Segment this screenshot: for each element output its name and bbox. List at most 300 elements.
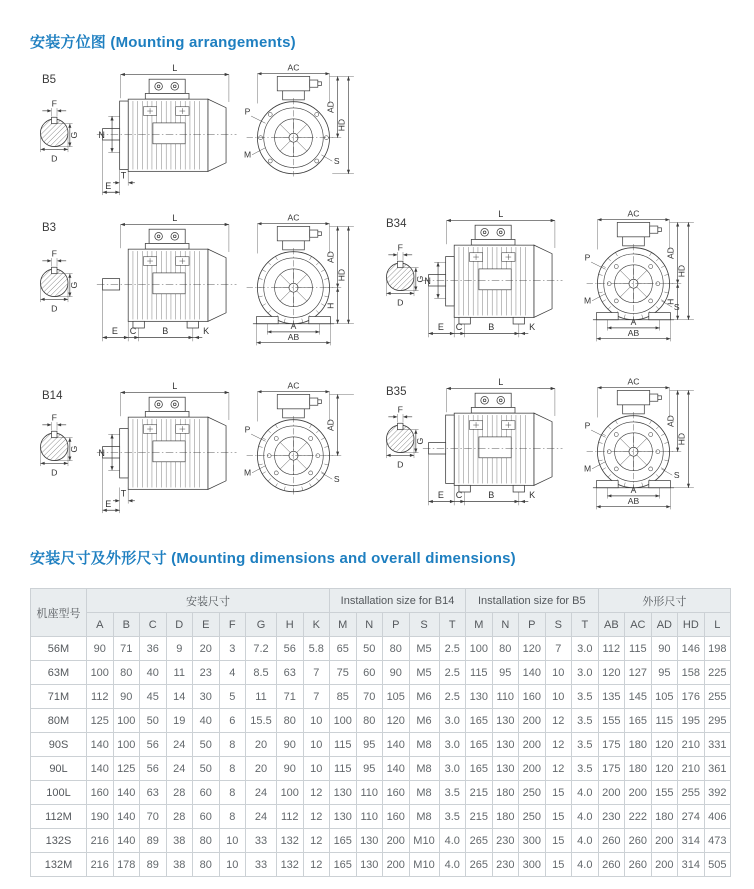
dim-label-m: M	[243, 149, 252, 160]
dimension-cell: 155	[651, 781, 678, 805]
dimension-cell: 4.0	[572, 781, 599, 805]
table-row	[31, 685, 731, 709]
dimension-cell: 3.5	[439, 781, 466, 805]
dimension-cell: 8	[219, 805, 246, 829]
dimension-cell: 112	[598, 637, 625, 661]
dim-label-p: P	[584, 420, 591, 431]
dimension-cell: 20	[193, 637, 220, 661]
dimension-cell: 80	[356, 709, 383, 733]
dimension-cell: 10	[219, 853, 246, 877]
dimension-cell: 63	[277, 661, 304, 685]
dimension-cell: 115	[466, 661, 493, 685]
dimension-cell: 112	[87, 685, 114, 709]
dimension-cell: 10	[303, 757, 330, 781]
b3-shaft-section	[30, 248, 84, 319]
dimension-cell: 60	[356, 661, 383, 685]
dimension-cell: 60	[193, 781, 220, 805]
table-row	[31, 829, 731, 853]
dim-label-m: M	[243, 467, 252, 478]
dimension-cell: 11	[246, 685, 277, 709]
dimension-cell: 70	[140, 805, 167, 829]
dim-label-e: E	[105, 180, 112, 191]
b3-side-view	[94, 212, 246, 354]
dim-label-s: S	[673, 301, 680, 312]
dimension-cell: 19	[166, 709, 193, 733]
frame-col-header: 机座型号	[31, 589, 87, 637]
dimension-cell: 120	[383, 709, 410, 733]
dimension-cell: 130	[330, 805, 357, 829]
row-frame-size: 132S	[31, 829, 87, 853]
side-view-drawing	[94, 212, 246, 349]
dimension-cell: 6	[219, 709, 246, 733]
b14-shaft-section	[30, 412, 84, 483]
dimension-cell: 165	[466, 709, 493, 733]
dimension-cell: 140	[87, 733, 114, 757]
dimension-cell: 9	[166, 637, 193, 661]
dimension-cell: 200	[651, 853, 678, 877]
dimension-cell: 155	[598, 709, 625, 733]
dimension-cell: 71	[113, 637, 140, 661]
dim-label-l: L	[172, 63, 178, 74]
table-row	[31, 805, 731, 829]
dim-label-e: E	[437, 322, 444, 333]
dimension-cell: 100	[466, 637, 493, 661]
dimension-cell: 361	[704, 757, 731, 781]
dim-label-hd: HD	[676, 432, 687, 446]
dim-label-p: P	[584, 252, 591, 263]
dimension-cell: 95	[492, 661, 519, 685]
dimension-cell: 63	[140, 781, 167, 805]
dim-label-l: L	[172, 213, 178, 224]
dimension-cell: 15.5	[246, 709, 277, 733]
dim-label-s: S	[333, 155, 340, 166]
dimension-cell: 56	[277, 637, 304, 661]
dimension-cell: 38	[166, 853, 193, 877]
dimension-cell: 80	[113, 661, 140, 685]
shaft-section-drawing	[30, 248, 84, 314]
dimension-cell: 115	[330, 757, 357, 781]
dimension-cell: 38	[166, 829, 193, 853]
dimension-cell: 90	[383, 661, 410, 685]
dimension-cell: 50	[193, 733, 220, 757]
dimension-cell: 406	[704, 805, 731, 829]
dimension-cell: 140	[519, 661, 546, 685]
dimension-cell: 255	[704, 685, 731, 709]
dimension-cell: 3.5	[572, 733, 599, 757]
diagram-b5	[30, 62, 370, 212]
dimension-cell: 7	[545, 637, 572, 661]
dim-label-c: C	[455, 322, 463, 333]
dimension-cell: 200	[625, 781, 652, 805]
dimension-cell: M6	[409, 685, 439, 709]
dimension-cell: M8	[409, 781, 439, 805]
dimension-cell: 200	[651, 829, 678, 853]
dim-label-ac: AC	[627, 208, 640, 219]
dimension-cell: 80	[383, 637, 410, 661]
dim-label-c: C	[129, 326, 137, 337]
dim-label-f: F	[51, 98, 57, 109]
dimension-cell: 265	[466, 829, 493, 853]
dimension-cell: 190	[87, 805, 114, 829]
dimension-cell: 23	[193, 661, 220, 685]
diagram-b34	[374, 206, 754, 352]
dimension-cell: 222	[625, 805, 652, 829]
dimension-cell: 70	[356, 685, 383, 709]
dimension-cell: 160	[383, 805, 410, 829]
dimension-cell: 3.5	[572, 709, 599, 733]
dimension-cell: 50	[140, 709, 167, 733]
dim-label-ab: AB	[287, 331, 300, 342]
dimension-cell: 200	[383, 853, 410, 877]
dimension-cell: 120	[519, 637, 546, 661]
dim-label-hd: HD	[336, 118, 347, 132]
dimension-cell: 90	[277, 733, 304, 757]
b35-side-view	[420, 376, 572, 518]
dimension-cell: 24	[166, 757, 193, 781]
dim-label-p: P	[244, 106, 251, 117]
dimension-cell: M10	[409, 829, 439, 853]
dimension-cell: 5	[219, 685, 246, 709]
b5-side-view	[94, 62, 246, 204]
diagram-b35-label: B35	[386, 386, 407, 398]
dimension-cell: 314	[678, 853, 705, 877]
dimension-cell: 120	[598, 661, 625, 685]
dim-label-b: B	[162, 326, 169, 337]
dimension-cell: 274	[678, 805, 705, 829]
dimensions-table	[30, 588, 731, 877]
dimension-cell: 314	[678, 829, 705, 853]
dimension-cell: 140	[113, 829, 140, 853]
dimension-cell: 125	[87, 709, 114, 733]
dim-label-h: H	[665, 298, 676, 305]
dimension-cell: 200	[519, 757, 546, 781]
diagram-b14	[30, 378, 370, 528]
col-header: T	[572, 613, 599, 637]
col-header: L	[704, 613, 731, 637]
dimension-cell: 180	[492, 805, 519, 829]
dimension-cell: 95	[356, 757, 383, 781]
dim-label-l: L	[172, 381, 178, 392]
col-header: M	[330, 613, 357, 637]
dimension-cell: 80	[277, 709, 304, 733]
dim-label-k: K	[203, 326, 210, 337]
col-header: G	[246, 613, 277, 637]
dimension-cell: 10	[303, 709, 330, 733]
col-header: AB	[598, 613, 625, 637]
dimension-cell: 3.0	[439, 757, 466, 781]
dimension-cell: 130	[492, 709, 519, 733]
dimension-cell: 230	[492, 829, 519, 853]
dimension-cell: 130	[492, 757, 519, 781]
dimension-cell: 7.2	[246, 637, 277, 661]
dimension-cell: 215	[466, 805, 493, 829]
dimension-cell: 260	[625, 853, 652, 877]
dimension-cell: 200	[383, 829, 410, 853]
dim-label-k: K	[529, 322, 536, 333]
dim-label-g: G	[69, 131, 80, 139]
b34-side-view	[420, 208, 572, 350]
dim-label-d: D	[51, 467, 58, 478]
b5-shaft-section	[30, 98, 84, 169]
dimension-cell: 473	[704, 829, 731, 853]
b14-side-view	[94, 380, 246, 522]
dimension-cell: 180	[651, 805, 678, 829]
dimension-cell: 12	[303, 781, 330, 805]
dimension-cell: 230	[598, 805, 625, 829]
dimension-cell: 115	[651, 709, 678, 733]
dimension-cell: 60	[193, 805, 220, 829]
dimension-cell: 12	[545, 709, 572, 733]
dim-label-e: E	[437, 490, 444, 501]
dimension-cell: 71	[277, 685, 304, 709]
dimension-cell: 300	[519, 829, 546, 853]
dimension-cell: 180	[625, 733, 652, 757]
dimension-cell: 158	[678, 661, 705, 685]
dimension-cell: 145	[625, 685, 652, 709]
dimension-cell: M8	[409, 757, 439, 781]
dimension-cell: 160	[87, 781, 114, 805]
dimension-cell: 28	[166, 781, 193, 805]
diagram-b35	[374, 374, 754, 524]
dimension-cell: 140	[113, 805, 140, 829]
dim-label-ab: AB	[627, 327, 640, 338]
b5-front-view	[242, 62, 363, 204]
dimension-cell: 15	[545, 805, 572, 829]
shaft-section-drawing	[30, 412, 84, 478]
group-header: Installation size for B14	[330, 589, 466, 613]
dimension-cell: 130	[466, 685, 493, 709]
table-row	[31, 757, 731, 781]
dimension-cell: 14	[166, 685, 193, 709]
dim-label-f: F	[51, 248, 57, 259]
dim-label-t: T	[120, 488, 127, 499]
diagram-b14-label: B14	[42, 390, 63, 402]
dimension-cell: 10	[303, 733, 330, 757]
dimensions-table-body	[31, 637, 731, 877]
dimension-cell: 45	[140, 685, 167, 709]
dimension-cell: 3.0	[439, 733, 466, 757]
dimension-cell: 90	[651, 637, 678, 661]
dimension-cell: 100	[87, 661, 114, 685]
dimension-cell: 180	[625, 757, 652, 781]
dim-label-e: E	[105, 498, 112, 509]
dimension-cell: 112	[277, 805, 304, 829]
dimension-cell: M8	[409, 733, 439, 757]
col-header: D	[166, 613, 193, 637]
dim-label-hd: HD	[676, 264, 687, 278]
side-view-drawing	[94, 380, 246, 517]
dim-label-b: B	[488, 490, 495, 501]
b34-front-view	[582, 208, 703, 350]
dim-label-d: D	[397, 459, 404, 470]
dimension-cell: 7	[303, 685, 330, 709]
front-view-drawing	[242, 212, 363, 349]
dimension-cell: 160	[383, 781, 410, 805]
dimension-cell: 12	[303, 805, 330, 829]
dimension-cell: 200	[519, 709, 546, 733]
row-frame-size: 80M	[31, 709, 87, 733]
dimension-cell: 4.0	[439, 829, 466, 853]
dim-label-g: G	[69, 281, 80, 289]
dim-label-n: N	[424, 276, 431, 287]
dim-label-m: M	[583, 463, 592, 474]
dim-label-l: L	[498, 209, 504, 220]
dim-label-n: N	[98, 448, 105, 459]
dimension-cell: 8.5	[246, 661, 277, 685]
shaft-section-drawing	[30, 98, 84, 164]
dimension-cell: 165	[330, 829, 357, 853]
dimension-cell: 260	[598, 829, 625, 853]
col-header: F	[219, 613, 246, 637]
dimension-cell: 110	[356, 805, 383, 829]
dim-label-s: S	[673, 469, 680, 480]
dimension-cell: 110	[356, 781, 383, 805]
col-header: E	[193, 613, 220, 637]
dimension-cell: 200	[598, 781, 625, 805]
dimension-cell: 3.5	[439, 805, 466, 829]
dimension-cell: 132	[277, 829, 304, 853]
dimension-cell: 2.5	[439, 685, 466, 709]
dimension-cell: 100	[113, 709, 140, 733]
dimension-cell: 12	[303, 829, 330, 853]
dimension-cell: 20	[246, 757, 277, 781]
dim-label-ad: AD	[665, 415, 676, 428]
dimension-cell: 100	[277, 781, 304, 805]
dim-label-ac: AC	[287, 212, 300, 223]
dimension-cell: 215	[466, 781, 493, 805]
dim-label-ac: AC	[627, 376, 640, 387]
dimension-cell: 331	[704, 733, 731, 757]
row-frame-size: 90S	[31, 733, 87, 757]
group-header: 外形尺寸	[598, 589, 731, 613]
dimension-cell: 165	[625, 709, 652, 733]
table-row	[31, 733, 731, 757]
dimension-cell: 180	[492, 781, 519, 805]
col-header: T	[439, 613, 466, 637]
dimension-cell: 15	[545, 853, 572, 877]
dimension-cell: 140	[113, 781, 140, 805]
dim-label-ad: AD	[325, 101, 336, 114]
dimension-cell: 90	[113, 685, 140, 709]
dim-label-m: M	[583, 295, 592, 306]
dimension-cell: 175	[598, 733, 625, 757]
dimension-cell: 100	[330, 709, 357, 733]
dimension-cell: 165	[330, 853, 357, 877]
dimension-cell: 56	[140, 757, 167, 781]
dim-label-s: S	[333, 473, 340, 484]
col-header: P	[383, 613, 410, 637]
dimension-cell: 260	[625, 829, 652, 853]
dimension-cell: 120	[651, 757, 678, 781]
dim-label-f: F	[397, 404, 403, 415]
dimension-cell: 110	[492, 685, 519, 709]
dimension-cell: 195	[678, 709, 705, 733]
row-frame-size: 71M	[31, 685, 87, 709]
dimension-cell: 200	[519, 733, 546, 757]
dim-label-n: N	[98, 130, 105, 141]
dimension-cell: 2.5	[439, 661, 466, 685]
dimension-cell: M8	[409, 805, 439, 829]
dimension-cell: 132	[277, 853, 304, 877]
dim-label-k: K	[529, 490, 536, 501]
dimension-cell: 40	[193, 709, 220, 733]
dimension-cell: 100	[113, 733, 140, 757]
dimension-cell: 90	[87, 637, 114, 661]
dimension-cell: 3.5	[572, 757, 599, 781]
dimension-cell: 105	[651, 685, 678, 709]
dimension-cell: 4.0	[572, 829, 599, 853]
table-col-header-row	[31, 613, 731, 637]
col-header: M	[466, 613, 493, 637]
dimension-cell: 33	[246, 853, 277, 877]
dim-label-a: A	[290, 321, 297, 332]
dimension-cell: 20	[246, 733, 277, 757]
table-row	[31, 853, 731, 877]
dim-label-f: F	[51, 412, 57, 423]
dim-label-h: H	[325, 302, 336, 309]
dim-label-d: D	[51, 303, 58, 314]
side-view-drawing	[420, 208, 572, 345]
col-header: N	[492, 613, 519, 637]
dimension-cell: 255	[678, 781, 705, 805]
dimension-cell: 89	[140, 829, 167, 853]
dimension-cell: 80	[193, 829, 220, 853]
dimension-cell: 95	[651, 661, 678, 685]
dim-label-l: L	[498, 377, 504, 388]
dimension-cell: 120	[651, 733, 678, 757]
dim-label-ac: AC	[287, 380, 300, 391]
dimension-cell: 210	[678, 757, 705, 781]
table-row	[31, 661, 731, 685]
dimension-cell: 75	[330, 661, 357, 685]
table-group-header-row	[31, 589, 731, 613]
dimension-cell: 24	[246, 781, 277, 805]
col-header: B	[113, 613, 140, 637]
dim-label-f: F	[397, 242, 403, 253]
dimension-cell: 295	[704, 709, 731, 733]
dim-label-ad: AD	[325, 251, 336, 264]
dimension-cell: 80	[492, 637, 519, 661]
row-frame-size: 90L	[31, 757, 87, 781]
table-row	[31, 781, 731, 805]
diagram-b3-label: B3	[42, 222, 57, 234]
table-row	[31, 637, 731, 661]
dim-label-ad: AD	[665, 247, 676, 260]
dimension-cell: 36	[140, 637, 167, 661]
dimension-cell: 7	[303, 661, 330, 685]
dimension-cell: 140	[383, 733, 410, 757]
dimension-cell: 5.8	[303, 637, 330, 661]
col-header: N	[356, 613, 383, 637]
dim-label-ac: AC	[287, 62, 300, 73]
col-header: C	[140, 613, 167, 637]
diagram-b34-label: B34	[386, 218, 407, 230]
dimension-cell: 89	[140, 853, 167, 877]
dimension-cell: 12	[303, 853, 330, 877]
section-title-mounting: 安装方位图 (Mounting arrangements)	[30, 34, 296, 51]
front-view-drawing	[582, 208, 703, 345]
dimension-cell: 4.0	[439, 853, 466, 877]
dimension-cell: M6	[409, 709, 439, 733]
dimension-cell: 24	[166, 733, 193, 757]
dimension-cell: 130	[492, 733, 519, 757]
dimension-cell: 216	[87, 829, 114, 853]
dimension-cell: 130	[330, 781, 357, 805]
col-header: P	[519, 613, 546, 637]
dimension-cell: 216	[87, 853, 114, 877]
diagram-b5-label: B5	[42, 74, 57, 86]
dimension-cell: 178	[113, 853, 140, 877]
